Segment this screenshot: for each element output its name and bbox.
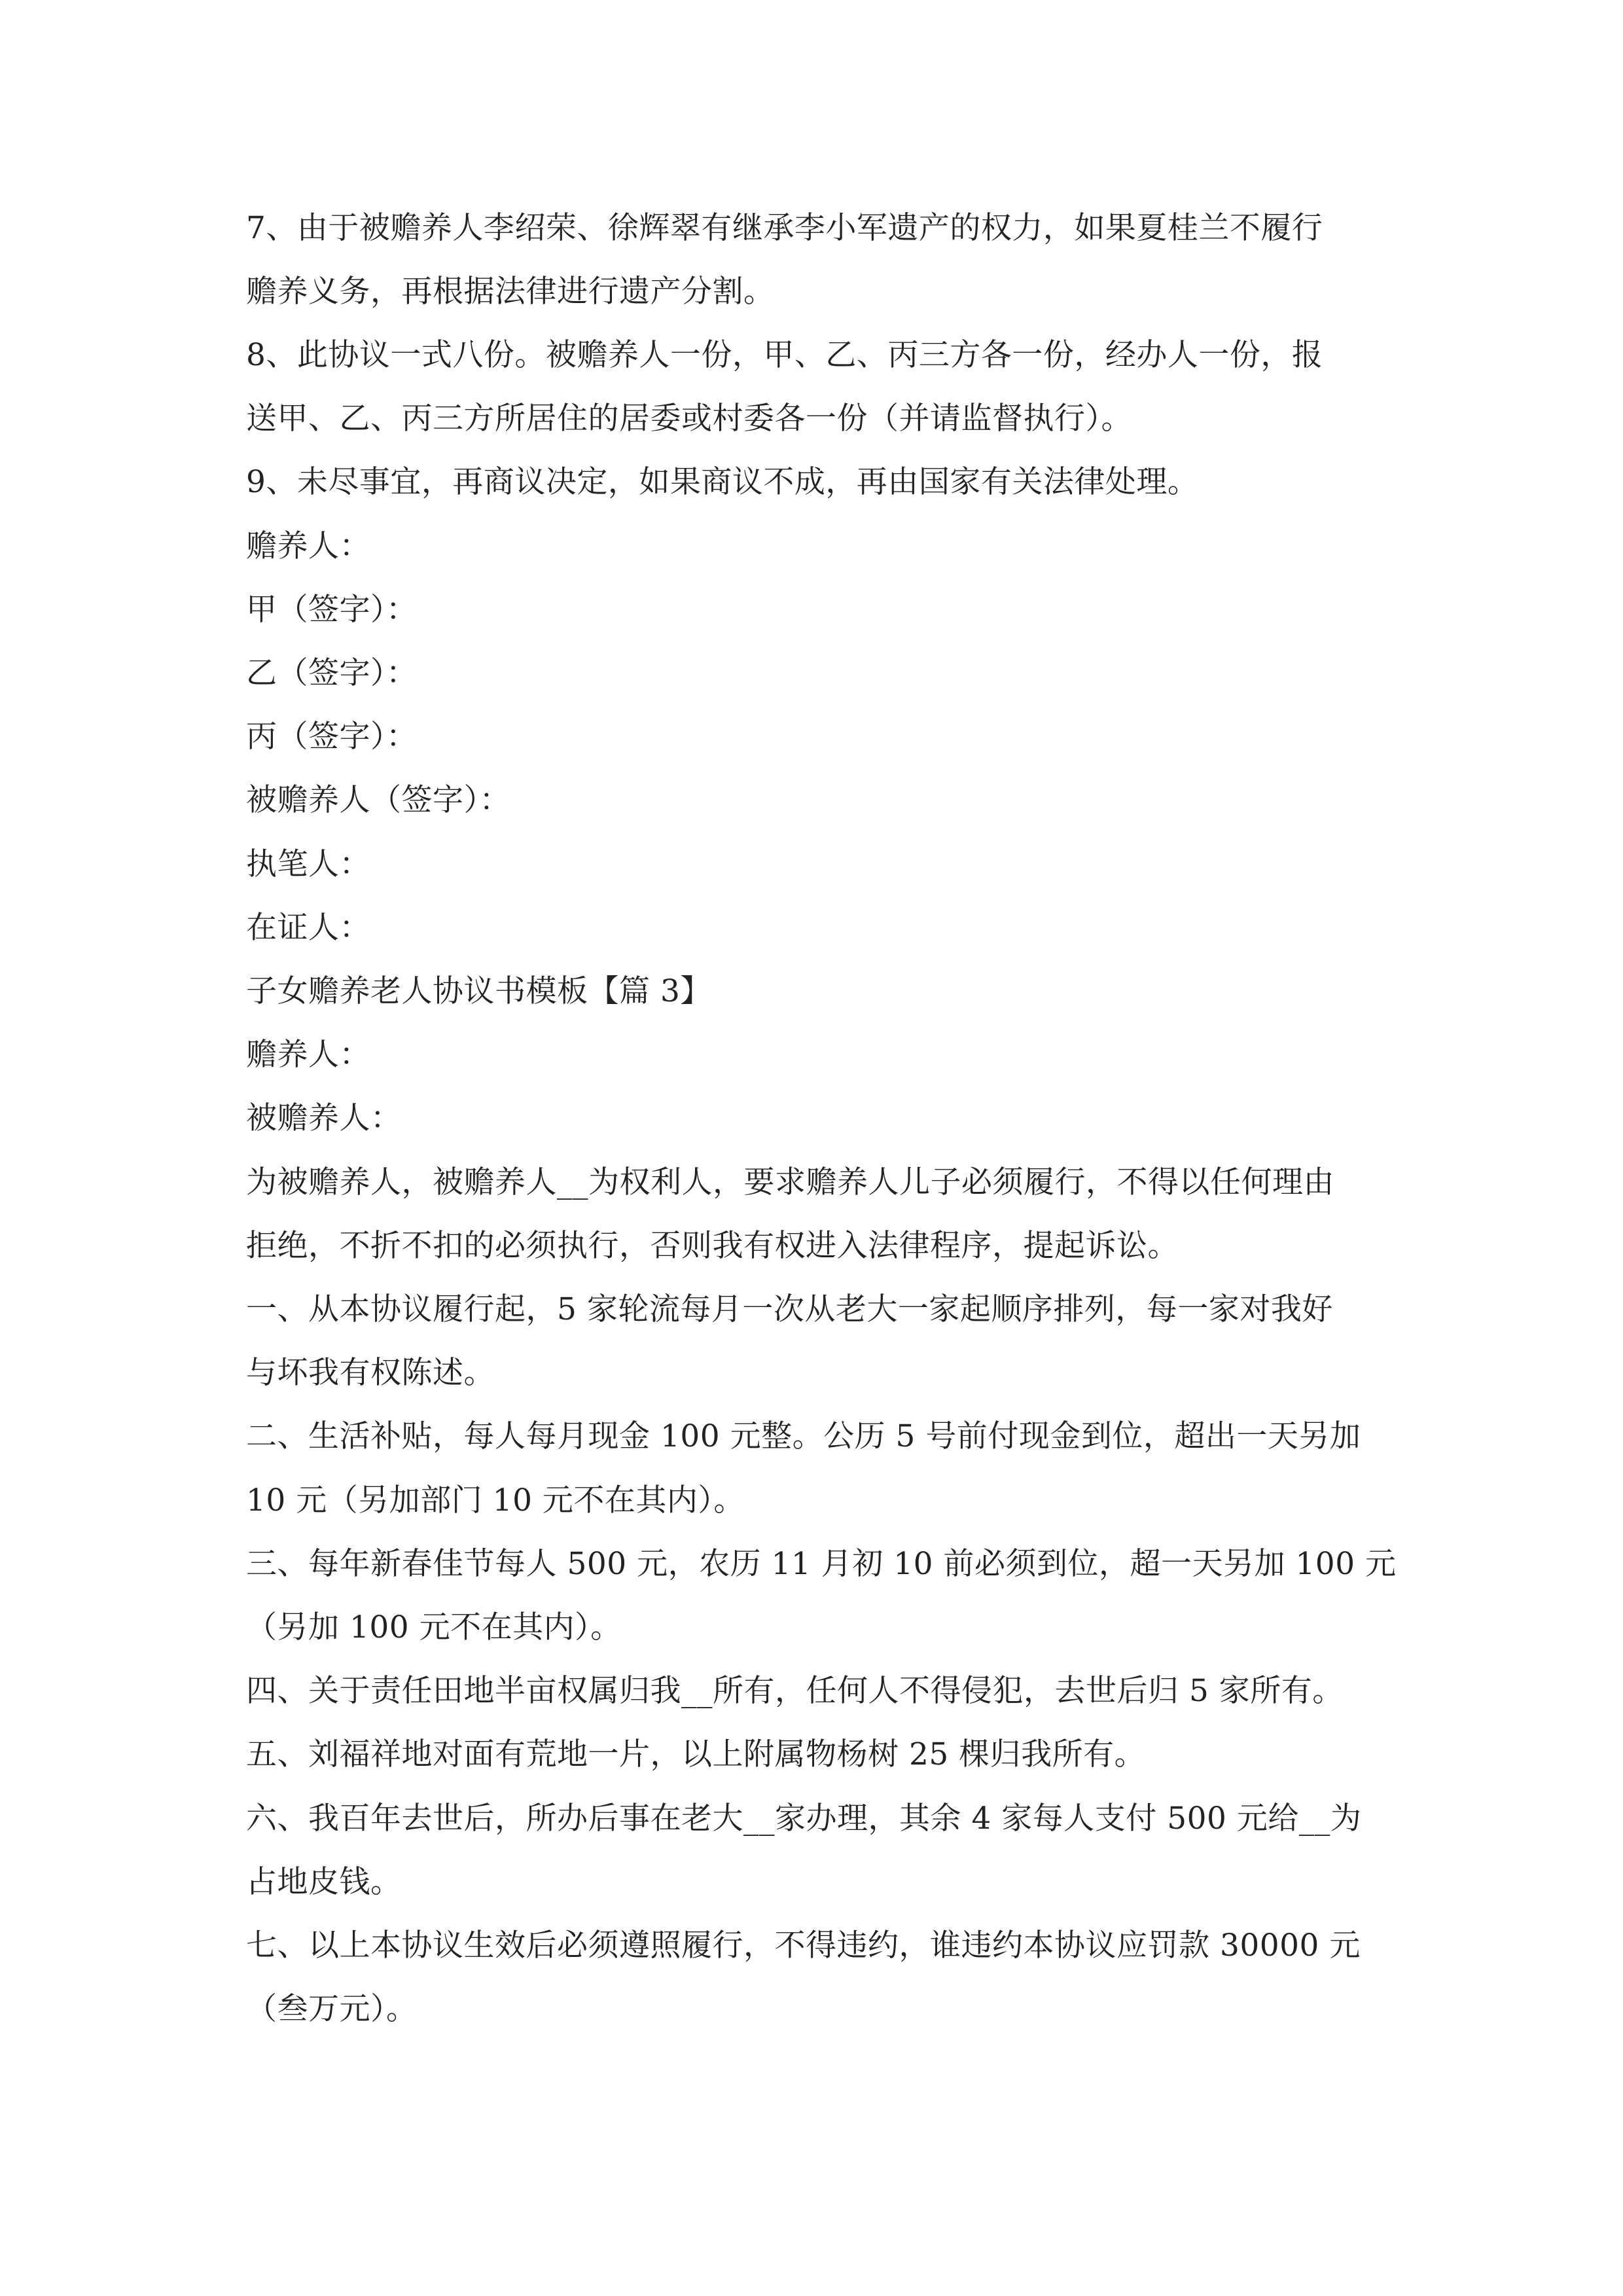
signature-label: 执笔人：: [246, 846, 370, 882]
text-line: （叁万元）。: [246, 1991, 418, 2027]
signature-label: 乙（签字）：: [246, 655, 418, 691]
text-line: 四、关于责任田地半亩权属归我__所有，任何人不得侵犯，去世后归 5 家所有。: [246, 1673, 1344, 1709]
text-line: 拒绝，不折不扣的必须执行，否则我有权进入法律程序，提起诉讼。: [246, 1228, 1179, 1264]
text-line: 10 元（另加部门 10 元不在其内）。: [246, 1482, 745, 1518]
text-line: 二、生活补贴，每人每月现金 100 元整。公历 5 号前付现金到位，超出一天另加: [246, 1418, 1361, 1454]
text-line: 与坏我有权陈述。: [246, 1355, 495, 1391]
text-line: 六、我百年去世后，所办后事在老大__家办理，其余 4 家每人支付 500 元给__为: [246, 1801, 1362, 1837]
text-line: 送甲、乙、丙三方所居住的居委或村委各一份（并请监督执行）。: [246, 401, 1132, 437]
signature-label: 甲（签字）：: [246, 592, 418, 628]
signature-label: 在证人：: [246, 910, 370, 946]
text-line: 七、以上本协议生效后必须遵照履行，不得违约，谁违约本协议应罚款 30000 元: [246, 1928, 1361, 1964]
text-line: 三、每年新春佳节每人 500 元，农历 11 月初 10 前必须到位，超一天另加 100 元: [246, 1546, 1397, 1582]
text-line: 8、此协议一式八份。被赡养人一份，甲、乙、丙三方各一份，经办人一份，报: [246, 337, 1323, 373]
signature-label: 赡养人：: [246, 528, 370, 564]
party-label: 被赡养人：: [246, 1100, 402, 1136]
text-line: 五、刘福祥地对面有荒地一片，以上附属物杨树 25 棵归我所有。: [246, 1736, 1146, 1772]
text-line: 7、由于被赡养人李绍荣、徐辉翠有继承李小军遗产的权力，如果夏桂兰不履行: [246, 210, 1323, 246]
text-line: 为被赡养人，被赡养人__为权利人，要求赡养人儿子必须履行，不得以任何理由: [246, 1164, 1334, 1200]
text-line: 占地皮钱。: [246, 1864, 402, 1900]
text-line: （另加 100 元不在其内）。: [246, 1609, 622, 1645]
text-line: 赡养义务，再根据法律进行遗产分割。: [246, 274, 775, 310]
party-label: 赡养人：: [246, 1037, 370, 1073]
signature-label: 丙（签字）：: [246, 719, 418, 755]
text-line: 9、未尽事宜，再商议决定，如果商议不成，再由国家有关法律处理。: [246, 464, 1199, 500]
text-line: 一、从本协议履行起，5 家轮流每月一次从老大一家起顺序排列，每一家对我好: [246, 1291, 1333, 1327]
section-title: 子女赡养老人协议书模板【篇 3】: [246, 973, 711, 1009]
signature-label: 被赡养人（签字）：: [246, 782, 510, 818]
